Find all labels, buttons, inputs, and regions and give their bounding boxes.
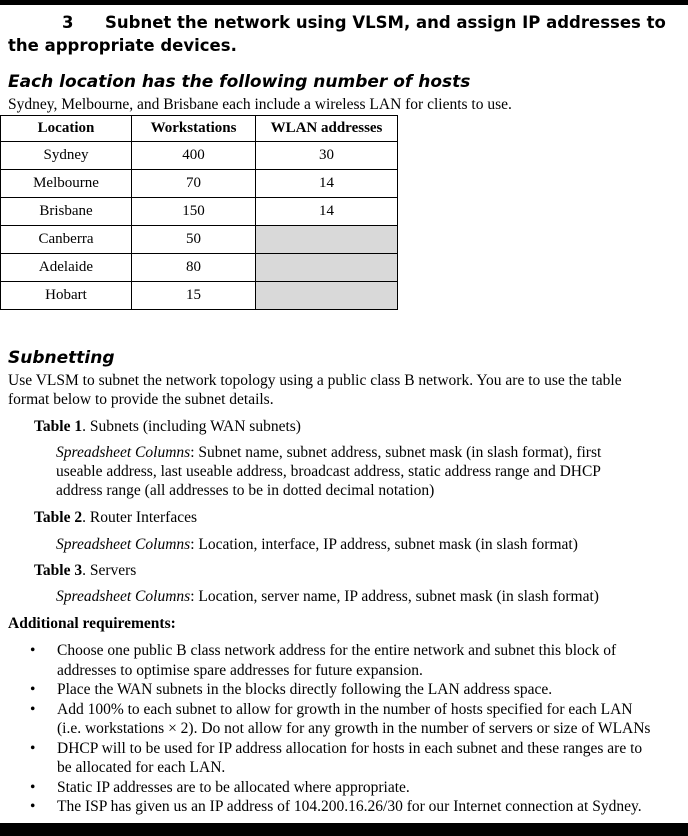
requirement-item [30,797,680,817]
table-cell: Adelaide [1,254,132,282]
table-cell: 400 [132,142,256,170]
cols-label: Spreadsheet Columns [56,588,191,605]
table-row [1,282,398,310]
column-header: Workstations [132,116,256,142]
cols-text: : Subnet name, subnet address, subnet mask (in slash format), first [190,444,602,461]
requirement-line: (i.e. workstations × 2). Do not allow for any growth in the number of servers or size of WLANs [57,720,651,737]
table-row [1,226,398,254]
table-cell: Brisbane [1,198,132,226]
table-cell: Hobart [1,282,132,310]
hosts-table [0,115,398,310]
table-cell: Melbourne [1,170,132,198]
top-border [0,0,688,5]
requirement-item [30,700,680,739]
heading-number: 3 [62,13,74,32]
table1-cols [56,443,601,462]
requirement-line: The ISP has given us an IP address of 104.200.16.26/30 for our Internet connection at Sydney. [57,798,642,815]
table2-cols [56,535,578,554]
table3-label: Table 3 [34,562,83,579]
table-row [1,198,398,226]
table1-cols-2: useable address, last useable address, broadcast address, static address range and DHCP [56,463,601,480]
table1-label: Table 1 [34,418,83,435]
table-cell: 30 [256,142,398,170]
requirement-line: addresses to optimise spare addresses for future expansion. [57,661,423,679]
column-header: Location [1,116,132,142]
hosts-intro: Sydney, Melbourne, and Brisbane each include a wireless LAN for clients to use. [8,96,512,113]
table-cell [256,254,398,282]
bullet-icon: • [30,700,36,718]
requirement-line: Static IP addresses are to be allocated where appropriate. [57,778,410,796]
cols-label: Spreadsheet Columns [56,536,191,553]
requirements-list [30,641,680,817]
requirement-line: be allocated for each LAN. [57,759,226,776]
bullet-icon: • [30,778,36,796]
table-row [1,170,398,198]
requirements-title: Additional requirements: [8,615,176,632]
table-cell [256,282,398,310]
cols-text: : Location, server name, IP address, subnet mask (in slash format) [190,588,599,605]
requirement-item [30,641,680,680]
requirement-line: Add 100% to each subnet to allow for growth in the number of hosts specified for each LAN [57,700,633,718]
table-cell: 50 [132,226,256,254]
bottom-border [0,823,688,836]
heading-line1: Subnet the network using VLSM, and assign IP addresses to [105,13,666,32]
bullet-icon: • [30,681,36,698]
table3-desc: . Servers [82,562,137,579]
requirement-item [30,739,680,778]
requirement-line: Choose one public B class network address for the entire network and subnet this block of [57,642,617,659]
table-cell: 70 [132,170,256,198]
table-cell: 14 [256,198,398,226]
subnetting-intro-1: Use VLSM to subnet the network topology using a public class B network. You are to use the table [8,372,622,389]
table3-cols [56,587,599,606]
table2-desc: . Router Interfaces [82,509,198,526]
cols-text: : Location, interface, IP address, subnet mask (in slash format) [190,536,578,553]
table-cell [256,226,398,254]
table1-cols-3: address range (all addresses to be in dotted decimal notation) [56,482,435,499]
bullet-icon: • [30,642,36,659]
bullet-icon: • [30,798,36,815]
requirement-line: DHCP will to be used for IP address allocation for hosts in each subnet and these ranges are to [57,739,643,757]
table-row [1,142,398,170]
bullet-icon: • [30,739,36,757]
requirement-item [30,680,680,700]
subnetting-intro-2: format below to provide the subnet details. [8,391,274,408]
table1-desc: . Subnets (including WAN subnets) [82,418,301,435]
table2-label: Table 2 [34,509,83,526]
hosts-title: Each location has the following number of hosts [8,72,471,92]
table1-title [34,417,301,436]
requirement-line: Place the WAN subnets in the blocks directly following the LAN address space. [57,681,553,698]
table-cell: Sydney [1,142,132,170]
subnetting-title: Subnetting [8,348,115,368]
table-cell: 15 [132,282,256,310]
heading-line2: the appropriate devices. [8,36,237,55]
cols-label: Spreadsheet Columns [56,444,191,461]
table-cell: 14 [256,170,398,198]
table-cell: Canberra [1,226,132,254]
table3-title [34,561,136,580]
table2-title [34,508,197,527]
table-cell: 80 [132,254,256,282]
table-cell: 150 [132,198,256,226]
table-header-row [1,116,398,142]
requirement-item [30,778,680,798]
table-row [1,254,398,282]
column-header: WLAN addresses [256,116,398,142]
